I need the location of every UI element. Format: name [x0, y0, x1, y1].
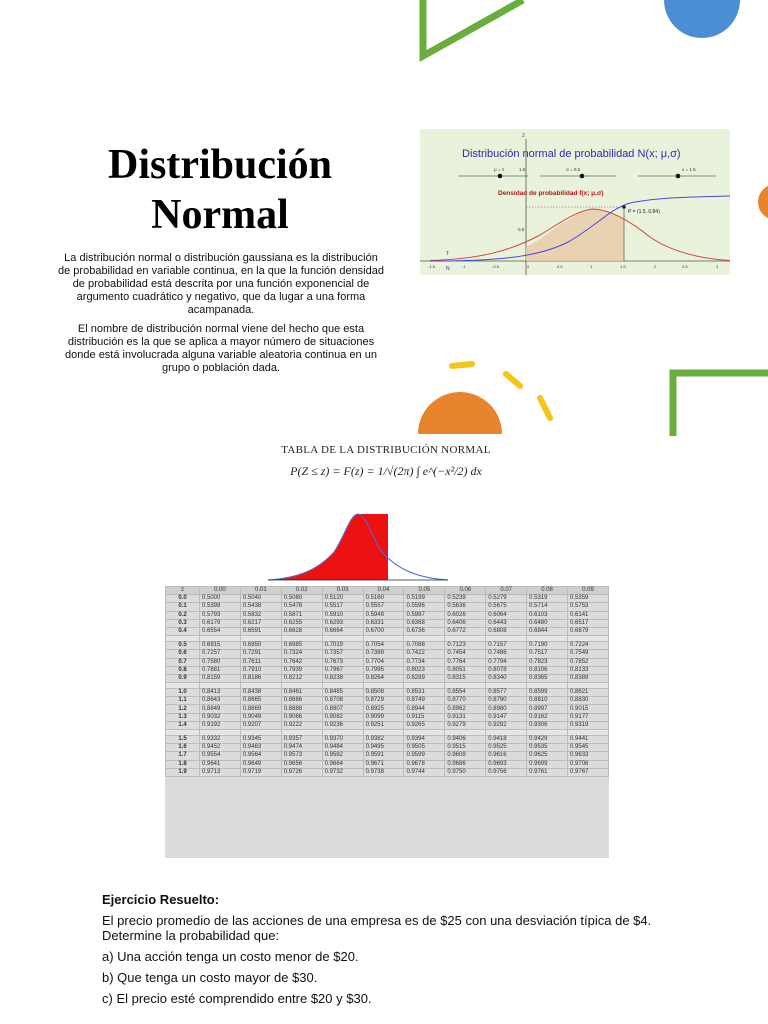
- x-tick: 3: [716, 264, 719, 269]
- probability-cell: 0.8708: [322, 697, 363, 705]
- z-value-cell: 0.8: [166, 666, 200, 674]
- probability-cell: 0.6255: [281, 619, 322, 627]
- probability-cell: 0.8186: [240, 674, 281, 682]
- probability-cell: 0.9686: [445, 760, 486, 768]
- probability-cell: 0.8599: [527, 689, 568, 697]
- table-row: [166, 768, 609, 776]
- table-row: [166, 611, 609, 619]
- density-label: Densidad de probabilidad f(x; μ,σ): [498, 190, 604, 197]
- probability-cell: 0.6368: [404, 619, 445, 627]
- probability-cell: 0.9484: [322, 744, 363, 752]
- x-tick: 2: [654, 264, 657, 269]
- probability-cell: 0.7357: [322, 650, 363, 658]
- table-column-header: 0.09: [568, 587, 609, 595]
- probability-cell: 0.9082: [322, 713, 363, 721]
- probability-cell: 0.9265: [404, 721, 445, 729]
- probability-cell: 0.9463: [240, 744, 281, 752]
- probability-cell: 0.7517: [527, 650, 568, 658]
- probability-cell: 0.5987: [404, 611, 445, 619]
- probability-cell: 0.6985: [281, 642, 322, 650]
- probability-cell: 0.5675: [486, 603, 527, 611]
- probability-cell: 0.9429: [527, 736, 568, 744]
- z-value-cell: 1.5: [166, 736, 200, 744]
- probability-cell: 0.9535: [527, 744, 568, 752]
- x-tick: -1.5: [428, 264, 435, 269]
- page-title: Distribución Normal: [107, 142, 333, 238]
- probability-cell: 0.8621: [568, 689, 609, 697]
- probability-cell: 0.9678: [404, 760, 445, 768]
- point-marker: [622, 205, 626, 209]
- probability-cell: 0.9756: [486, 768, 527, 776]
- probability-cell: 0.6517: [568, 619, 609, 627]
- probability-cell: 0.7291: [240, 650, 281, 658]
- x-tick: 0.5: [557, 264, 563, 269]
- probability-cell: 0.8810: [527, 697, 568, 705]
- probability-cell: 0.6915: [200, 642, 241, 650]
- probability-cell: 0.6103: [527, 611, 568, 619]
- probability-cell: 0.7611: [240, 658, 281, 666]
- point-label: P = (1.5, 0.84): [628, 209, 660, 215]
- probability-cell: 0.9222: [281, 721, 322, 729]
- probability-cell: 0.8051: [445, 666, 486, 674]
- mu-slider-label: μ = 1: [494, 167, 505, 172]
- probability-cell: 0.5478: [281, 603, 322, 611]
- probability-cell: 0.8749: [404, 697, 445, 705]
- z-value-cell: 0.4: [166, 627, 200, 635]
- probability-cell: 0.6480: [527, 619, 568, 627]
- probability-cell: 0.9147: [486, 713, 527, 721]
- exercise-heading: Ejercicio Resuelto:: [102, 892, 220, 907]
- mu-slider-handle[interactable]: [498, 174, 503, 179]
- probability-cell: 0.9394: [404, 736, 445, 744]
- probability-cell: 0.7019: [322, 642, 363, 650]
- probability-cell: 0.7967: [322, 666, 363, 674]
- probability-cell: 0.7549: [568, 650, 609, 658]
- probability-cell: 0.8106: [527, 666, 568, 674]
- probability-cell: 0.5359: [568, 595, 609, 603]
- table-column-header: 0.02: [281, 587, 322, 595]
- bell-curve-figure: [268, 508, 448, 584]
- probability-cell: 0.5636: [445, 603, 486, 611]
- z-value-cell: 1.2: [166, 705, 200, 713]
- probability-cell: 0.6331: [363, 619, 404, 627]
- probability-cell: 0.9177: [568, 713, 609, 721]
- probability-cell: 0.7257: [200, 650, 241, 658]
- probability-cell: 0.7673: [322, 658, 363, 666]
- probability-cell: 0.6293: [322, 619, 363, 627]
- z-value-cell: 1.6: [166, 744, 200, 752]
- table-column-header: 0.07: [486, 587, 527, 595]
- probability-cell: 0.6026: [445, 611, 486, 619]
- probability-cell: 0.8413: [200, 689, 241, 697]
- intro-paragraph-2: El nombre de distribución normal viene del hecho que esta distribución es la que se aplica a mayor número de situaciones donde está involucrada alguna variable aleatoria continua en un grupo o población dada.: [65, 323, 377, 374]
- table-row: [166, 697, 609, 705]
- probability-cell: 0.9664: [322, 760, 363, 768]
- table-row: [166, 650, 609, 658]
- z-value-cell: 1.3: [166, 713, 200, 721]
- table-row: [166, 752, 609, 760]
- probability-cell: 0.9750: [445, 768, 486, 776]
- probability-cell: 0.9474: [281, 744, 322, 752]
- probability-cell: 0.8729: [363, 697, 404, 705]
- z-value-cell: 0.9: [166, 674, 200, 682]
- table-row: [166, 603, 609, 611]
- probability-cell: 0.9545: [568, 744, 609, 752]
- probability-cell: 0.9382: [363, 736, 404, 744]
- probability-cell: 0.9671: [363, 760, 404, 768]
- probability-cell: 0.8159: [200, 674, 241, 682]
- probability-cell: 0.9418: [486, 736, 527, 744]
- probability-cell: 0.9625: [527, 752, 568, 760]
- probability-cell: 0.8289: [404, 674, 445, 682]
- probability-cell: 0.9015: [568, 705, 609, 713]
- z-value-cell: 0.1: [166, 603, 200, 611]
- z-table: [165, 586, 609, 858]
- probability-cell: 0.5319: [527, 595, 568, 603]
- probability-cell: 0.9452: [200, 744, 241, 752]
- probability-cell: 0.9573: [281, 752, 322, 760]
- table-row: [166, 744, 609, 752]
- probability-cell: 0.9761: [527, 768, 568, 776]
- probability-cell: 0.9641: [200, 760, 241, 768]
- probability-cell: 0.9406: [445, 736, 486, 744]
- probability-cell: 0.6591: [240, 627, 281, 635]
- probability-cell: 0.9357: [281, 736, 322, 744]
- probability-cell: 0.5199: [404, 595, 445, 603]
- x-tick: 2.5: [682, 264, 688, 269]
- probability-cell: 0.9732: [322, 768, 363, 776]
- probability-cell: 0.7224: [568, 642, 609, 650]
- probability-cell: 0.9319: [568, 721, 609, 729]
- probability-cell: 0.8686: [281, 697, 322, 705]
- probability-cell: 0.8531: [404, 689, 445, 697]
- z-value-cell: 0.6: [166, 650, 200, 658]
- probability-cell: 0.8133: [568, 666, 609, 674]
- probability-cell: 0.8078: [486, 666, 527, 674]
- probability-cell: 0.6179: [200, 619, 241, 627]
- probability-cell: 0.9162: [527, 713, 568, 721]
- table-column-header: z: [166, 587, 200, 595]
- probability-cell: 0.5948: [363, 611, 404, 619]
- probability-cell: 0.7852: [568, 658, 609, 666]
- probability-cell: 0.8830: [568, 697, 609, 705]
- probability-cell: 0.7190: [527, 642, 568, 650]
- probability-cell: 0.5714: [527, 603, 568, 611]
- probability-cell: 0.8461: [281, 689, 322, 697]
- probability-cell: 0.8238: [322, 674, 363, 682]
- probability-cell: 0.9345: [240, 736, 281, 744]
- axis-letter-t: T: [446, 251, 450, 257]
- probability-cell: 0.5279: [486, 595, 527, 603]
- intro-text: [58, 252, 384, 381]
- probability-cell: 0.7157: [486, 642, 527, 650]
- probability-cell: 0.9706: [568, 760, 609, 768]
- z-value-cell: 1.0: [166, 689, 200, 697]
- probability-cell: 0.9306: [527, 721, 568, 729]
- probability-cell: 0.6700: [363, 627, 404, 635]
- probability-cell: 0.8925: [363, 705, 404, 713]
- probability-cell: 0.9744: [404, 768, 445, 776]
- table-row: [166, 666, 609, 674]
- probability-cell: 0.8997: [527, 705, 568, 713]
- probability-cell: 0.7910: [240, 666, 281, 674]
- z-value-cell: 1.4: [166, 721, 200, 729]
- table-column-header: 0.05: [404, 587, 445, 595]
- probability-cell: 0.5753: [568, 603, 609, 611]
- probability-cell: 0.9599: [404, 752, 445, 760]
- table-row: [166, 689, 609, 697]
- probability-cell: 0.7764: [445, 658, 486, 666]
- probability-cell: 0.9332: [200, 736, 241, 744]
- probability-cell: 0.6064: [486, 611, 527, 619]
- probability-cell: 0.7881: [200, 666, 241, 674]
- probability-cell: 0.8770: [445, 697, 486, 705]
- probability-cell: 0.9032: [200, 713, 241, 721]
- probability-cell: 0.7939: [281, 666, 322, 674]
- probability-cell: 0.6406: [445, 619, 486, 627]
- exercise-item-a: a) Una acción tenga un costo menor de $20.: [102, 949, 359, 964]
- probability-cell: 0.9726: [281, 768, 322, 776]
- probability-cell: 0.7088: [404, 642, 445, 650]
- probability-cell: 0.9656: [281, 760, 322, 768]
- probability-cell: 0.8485: [322, 689, 363, 697]
- probability-cell: 0.7454: [445, 650, 486, 658]
- probability-cell: 0.5398: [200, 603, 241, 611]
- probability-cell: 0.7324: [281, 650, 322, 658]
- probability-cell: 0.9591: [363, 752, 404, 760]
- table-column-header: 0.08: [527, 587, 568, 595]
- probability-cell: 0.9131: [445, 713, 486, 721]
- orange-semicircle-decoration: [756, 182, 768, 222]
- probability-cell: 0.8264: [363, 674, 404, 682]
- table-row: [166, 595, 609, 603]
- probability-cell: 0.8315: [445, 674, 486, 682]
- probability-cell: 0.7995: [363, 666, 404, 674]
- probability-cell: 0.8962: [445, 705, 486, 713]
- probability-cell: 0.8212: [281, 674, 322, 682]
- x-tick: 0: [527, 264, 530, 269]
- applet-y-tick-top: 2: [522, 133, 525, 139]
- probability-cell: 0.9649: [240, 760, 281, 768]
- probability-cell: 0.7734: [404, 658, 445, 666]
- probability-cell: 0.6879: [568, 627, 609, 635]
- x-tick: 1.5: [620, 264, 626, 269]
- probability-cell: 0.7580: [200, 658, 241, 666]
- probability-cell: 0.6628: [281, 627, 322, 635]
- green-corner-decoration: [666, 366, 768, 436]
- table-column-header: 0.01: [240, 587, 281, 595]
- table-row: [166, 721, 609, 729]
- probability-cell: 0.8849: [200, 705, 241, 713]
- z-value-cell: 0.7: [166, 658, 200, 666]
- probability-cell: 0.9582: [322, 752, 363, 760]
- z-value-cell: 1.7: [166, 752, 200, 760]
- probability-cell: 0.9441: [568, 736, 609, 744]
- x-tick: 1: [590, 264, 593, 269]
- sigma-slider-handle[interactable]: [580, 174, 585, 179]
- probability-cell: 0.9292: [486, 721, 527, 729]
- table-row: [166, 705, 609, 713]
- probability-cell: 0.9192: [200, 721, 241, 729]
- probability-cell: 0.7389: [363, 650, 404, 658]
- probability-cell: 0.9767: [568, 768, 609, 776]
- probability-cell: 0.9207: [240, 721, 281, 729]
- table-row: [166, 713, 609, 721]
- probability-cell: 0.8023: [404, 666, 445, 674]
- axis-letter-n: N: [446, 266, 450, 272]
- probability-cell: 0.6808: [486, 627, 527, 635]
- probability-cell: 0.9633: [568, 752, 609, 760]
- normal-distribution-applet: [420, 129, 730, 275]
- probability-cell: 0.5517: [322, 603, 363, 611]
- probability-cell: 0.8340: [486, 674, 527, 682]
- orange-sun-decoration: [412, 358, 568, 434]
- probability-cell: 0.6217: [240, 619, 281, 627]
- probability-cell: 0.8665: [240, 697, 281, 705]
- probability-cell: 0.9066: [281, 713, 322, 721]
- z-value-cell: 0.3: [166, 619, 200, 627]
- applet-y-tick-mid: 1.5: [519, 167, 526, 172]
- probability-cell: 0.6664: [322, 627, 363, 635]
- probability-cell: 0.5832: [240, 611, 281, 619]
- probability-cell: 0.9370: [322, 736, 363, 744]
- z-value-cell: 0.5: [166, 642, 200, 650]
- probability-cell: 0.8554: [445, 689, 486, 697]
- table-column-header: 0.00: [200, 587, 241, 595]
- probability-cell: 0.5080: [281, 595, 322, 603]
- probability-cell: 0.9049: [240, 713, 281, 721]
- intro-paragraph-1: La distribución normal o distribución gaussiana es la distribución de probabilidad en variable continua, en la que la función densidad de probabilidad está descrita por una función exponencial de argumento cuadrático y negativo, que da lugar a una forma acampanada.: [58, 252, 384, 316]
- probability-cell: 0.6141: [568, 611, 609, 619]
- z-value-cell: 1.9: [166, 768, 200, 776]
- exercise-item-c: c) El precio esté comprendido entre $20 y $30.: [102, 991, 372, 1006]
- table-row: [166, 642, 609, 650]
- probability-cell: 0.7422: [404, 650, 445, 658]
- table-row: [166, 619, 609, 627]
- x-tick: -0.5: [492, 264, 499, 269]
- probability-cell: 0.9719: [240, 768, 281, 776]
- probability-cell: 0.9115: [404, 713, 445, 721]
- probability-cell: 0.6772: [445, 627, 486, 635]
- probability-cell: 0.5160: [363, 595, 404, 603]
- exercise-section: [102, 892, 702, 1012]
- x-slider-label: x = 1.5: [682, 167, 696, 172]
- probability-cell: 0.9554: [200, 752, 241, 760]
- probability-cell: 0.5910: [322, 611, 363, 619]
- probability-cell: 0.5438: [240, 603, 281, 611]
- probability-cell: 0.8438: [240, 689, 281, 697]
- table-header: [260, 444, 512, 479]
- probability-cell: 0.6554: [200, 627, 241, 635]
- applet-y-tick-half: 0.5: [518, 227, 525, 232]
- table-row: [166, 736, 609, 744]
- exercise-item-b: b) Que tenga un costo mayor de $30.: [102, 970, 318, 985]
- probability-cell: 0.9251: [363, 721, 404, 729]
- probability-cell: 0.7642: [281, 658, 322, 666]
- probability-cell: 0.7054: [363, 642, 404, 650]
- probability-cell: 0.8365: [527, 674, 568, 682]
- probability-cell: 0.9608: [445, 752, 486, 760]
- probability-cell: 0.9279: [445, 721, 486, 729]
- probability-cell: 0.8907: [322, 705, 363, 713]
- exercise-statement: El precio promedio de las acciones de una empresa es de $25 con una desviación típica de $4. Determine la probabilidad que:: [102, 913, 652, 943]
- x-slider-handle[interactable]: [676, 174, 681, 179]
- table-row: [166, 627, 609, 635]
- probability-cell: 0.9495: [363, 744, 404, 752]
- probability-cell: 0.9738: [363, 768, 404, 776]
- cdf-formula: P(Z ≤ z) = F(z) = 1/√(2π) ∫ e^(−x²/2) dx: [290, 464, 482, 478]
- z-value-cell: 0.2: [166, 611, 200, 619]
- probability-cell: 0.7794: [486, 658, 527, 666]
- probability-cell: 0.7123: [445, 642, 486, 650]
- probability-cell: 0.9564: [240, 752, 281, 760]
- probability-cell: 0.8944: [404, 705, 445, 713]
- probability-cell: 0.5120: [322, 595, 363, 603]
- probability-cell: 0.5000: [200, 595, 241, 603]
- probability-cell: 0.9236: [322, 721, 363, 729]
- probability-cell: 0.7704: [363, 658, 404, 666]
- z-value-cell: 1.8: [166, 760, 200, 768]
- table-column-header: 0.06: [445, 587, 486, 595]
- probability-cell: 0.9693: [486, 760, 527, 768]
- probability-cell: 0.5596: [404, 603, 445, 611]
- probability-cell: 0.8577: [486, 689, 527, 697]
- probability-cell: 0.7823: [527, 658, 568, 666]
- table-row: [166, 674, 609, 682]
- table-column-header: 0.03: [322, 587, 363, 595]
- probability-cell: 0.6950: [240, 642, 281, 650]
- sigma-slider-label: σ = 0.5: [566, 167, 581, 172]
- probability-cell: 0.8869: [240, 705, 281, 713]
- probability-cell: 0.5793: [200, 611, 241, 619]
- table-row: [166, 760, 609, 768]
- probability-cell: 0.8643: [200, 697, 241, 705]
- probability-cell: 0.9616: [486, 752, 527, 760]
- x-tick: -1: [462, 264, 466, 269]
- z-value-cell: 0.0: [166, 595, 200, 603]
- probability-cell: 0.8980: [486, 705, 527, 713]
- probability-cell: 0.9099: [363, 713, 404, 721]
- probability-cell: 0.8790: [486, 697, 527, 705]
- table-title: TABLA DE LA DISTRIBUCIÓN NORMAL: [281, 444, 491, 456]
- probability-cell: 0.8508: [363, 689, 404, 697]
- applet-title: Distribución normal de probabilidad N(x; μ,σ): [462, 148, 681, 160]
- probability-cell: 0.8389: [568, 674, 609, 682]
- probability-cell: 0.9525: [486, 744, 527, 752]
- probability-cell: 0.5239: [445, 595, 486, 603]
- z-value-cell: 1.1: [166, 697, 200, 705]
- probability-cell: 0.9505: [404, 744, 445, 752]
- probability-cell: 0.9699: [527, 760, 568, 768]
- probability-cell: 0.8888: [281, 705, 322, 713]
- probability-cell: 0.9515: [445, 744, 486, 752]
- probability-cell: 0.5871: [281, 611, 322, 619]
- probability-cell: 0.9713: [200, 768, 241, 776]
- probability-cell: 0.6443: [486, 619, 527, 627]
- blue-circle-decoration: [664, 0, 740, 40]
- probability-cell: 0.5040: [240, 595, 281, 603]
- green-triangle-decoration: [405, 0, 535, 70]
- probability-cell: 0.6736: [404, 627, 445, 635]
- probability-cell: 0.6844: [527, 627, 568, 635]
- table-row: [166, 658, 609, 666]
- probability-cell: 0.7486: [486, 650, 527, 658]
- probability-cell: 0.5557: [363, 603, 404, 611]
- table-column-header: 0.04: [363, 587, 404, 595]
